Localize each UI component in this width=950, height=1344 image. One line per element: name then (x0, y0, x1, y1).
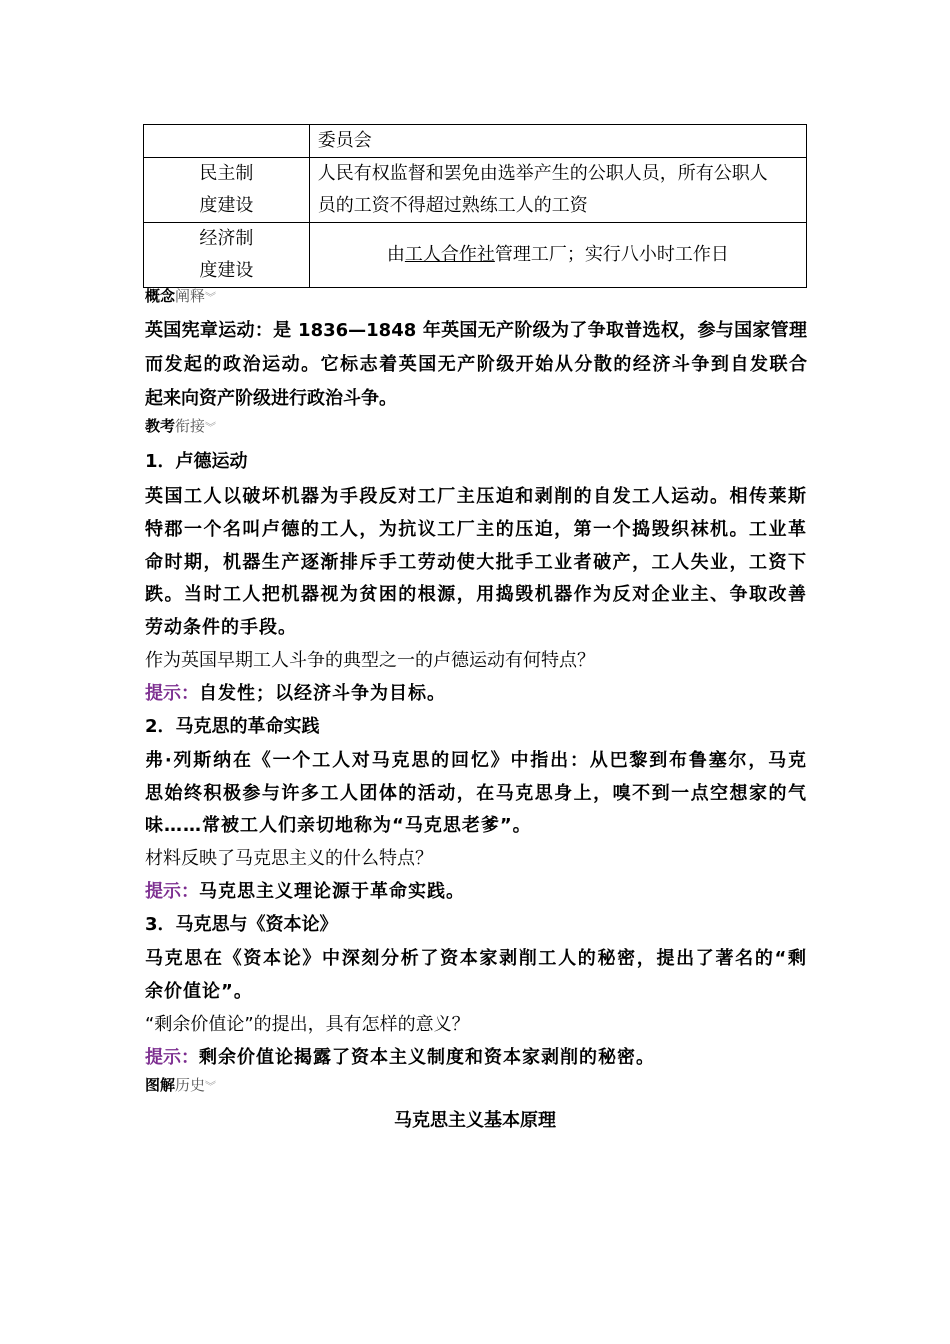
hint (145, 679, 807, 705)
hint-label: 提示： (145, 1047, 199, 1068)
diagram-title: 马克思主义基本原理 (394, 1110, 556, 1131)
material-line: 弗·列斯纳在《一个工人对马克思的回忆》中指出：从巴黎到布鲁塞尔，马克 (145, 750, 807, 771)
cell-text-prefix: 由 (386, 244, 405, 265)
table-cell (309, 223, 806, 288)
question: 材料反映了马克思主义的什么特点？ (145, 848, 433, 869)
chartism-line: 英国宪章运动：是 1836—1848 年英国无产阶级为了争取普选权，参与国家管理 (145, 320, 807, 341)
reform-table (143, 124, 807, 288)
table-cell (309, 158, 806, 223)
table-cell-category (144, 158, 310, 223)
material-line: 思始终积极参与许多工人团体的活动，在马克思身上，嗅不到一点空想家的气 (145, 783, 807, 804)
material-line: 余价值论”。 (145, 981, 253, 1002)
item-title: 2．马克思的革命实践 (145, 716, 320, 737)
section-label-bold: 概念 (145, 287, 176, 305)
chartism-line: 起来向资产阶级进行政治斗争。 (145, 388, 397, 409)
hint (145, 877, 807, 903)
category-line: 经济制 (199, 228, 254, 249)
section-label-teaching (145, 415, 216, 436)
material-line: 命时期，机器生产逐渐排斥手工劳动使大批手工业者破产，工人失业，工资下 (145, 552, 807, 573)
chevron-down-icon: ︾ (205, 421, 217, 434)
section-label-light: 衔接 (175, 417, 206, 435)
cell-line: 员的工资不得超过熟练工人的工资 (317, 195, 588, 216)
section-label-light: 阐释 (175, 287, 206, 305)
item-title: 3．马克思与《资本论》 (145, 914, 338, 935)
hint-label: 提示： (145, 683, 199, 704)
hint-text: 剩余价值论揭露了资本主义制度和资本家剥削的秘密。 (199, 1047, 655, 1068)
material-line: 特郡一个名叫卢德的工人，为抗议工厂主的压迫，第一个捣毁织袜机。工业革 (145, 519, 807, 540)
table-cell-category (144, 223, 310, 288)
section-label-bold: 图解 (145, 1076, 176, 1094)
material-line: 劳动条件的手段。 (145, 617, 297, 638)
cell-text-suffix: 管理工厂；实行八小时工作日 (494, 244, 729, 265)
cell-line: 人民有权监督和罢免由选举产生的公职人员，所有公职人 (317, 163, 768, 184)
category-line: 度建设 (199, 195, 254, 216)
chartism-line: 而发起的政治运动。它标志着英国无产阶级开始从分散的经济斗争到自发联合 (145, 354, 807, 375)
hint-text: 马克思主义理论源于革命实践。 (199, 881, 465, 902)
category-line: 民主制 (199, 163, 254, 184)
material-line: 跌。当时工人把机器视为贫困的根源，用捣毁机器作为反对企业主、争取改善 (145, 584, 807, 605)
section-label-light: 历史 (175, 1076, 206, 1094)
material-line: 马克思在《资本论》中深刻分析了资本家剥削工人的秘密，提出了著名的“剩 (145, 948, 807, 969)
section-label-diagram (145, 1074, 216, 1095)
chevron-down-icon: ︾ (205, 1080, 217, 1093)
hint (145, 1043, 807, 1069)
question: “剩余价值论”的提出，具有怎样的意义？ (145, 1014, 470, 1035)
material-line: 味……常被工人们亲切地称为“马克思老爹”。 (145, 815, 532, 836)
hint-text: 自发性；以经济斗争为目标。 (199, 683, 446, 704)
table-row (144, 158, 807, 223)
question: 作为英国早期工人斗争的典型之一的卢德运动有何特点？ (145, 650, 595, 671)
material-line: 英国工人以破坏机器为手段反对工厂主压迫和剥削的自发工人运动。相传莱斯 (145, 486, 807, 507)
hint-label: 提示： (145, 881, 199, 902)
table-cell-empty (144, 125, 310, 158)
section-label-concept (145, 285, 216, 306)
table-row (144, 223, 807, 288)
section-label-bold: 教考 (145, 417, 176, 435)
item-title: 1．卢德运动 (145, 451, 248, 472)
category-line: 度建设 (199, 260, 254, 281)
cell-text-underlined: 工人合作社 (404, 244, 495, 265)
table-cell: 委员会 (309, 125, 806, 158)
chevron-down-icon: ︾ (205, 291, 217, 304)
table-row (144, 125, 807, 158)
